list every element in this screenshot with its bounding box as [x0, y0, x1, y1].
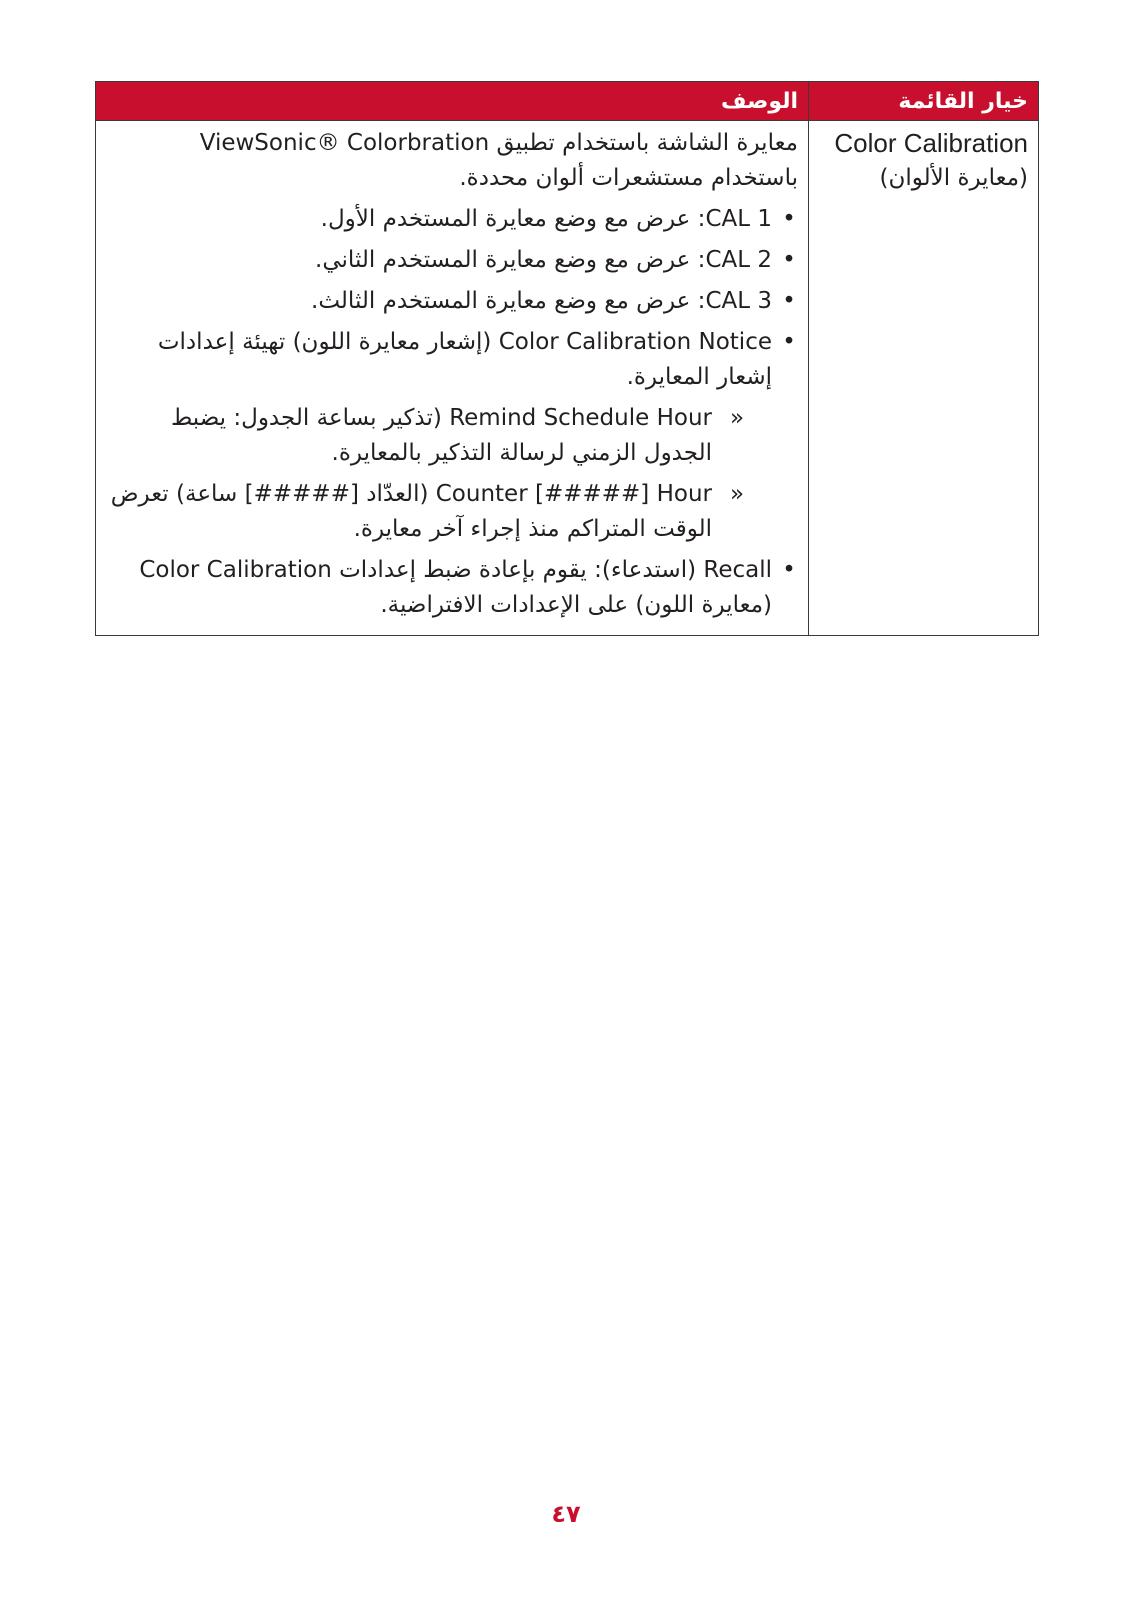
bullet-icon: •	[782, 329, 796, 355]
header-description: الوصف	[96, 82, 809, 121]
option-subtitle: (معايرة الألوان)	[879, 165, 1028, 191]
bullet-icon: •	[782, 206, 796, 232]
page-number: ٤٧	[551, 1500, 581, 1528]
bullet-icon: •	[782, 557, 796, 583]
list-item-text: Color Calibration Notice (إشعار معايرة اللون) تهيئة إعدادات إشعار المعايرة.	[157, 329, 772, 390]
table-row	[96, 121, 1039, 636]
menu-options-table	[95, 81, 1039, 636]
list-item	[106, 243, 798, 278]
list-item	[106, 202, 798, 237]
list-item-text: Recall (استدعاء): يقوم بإعادة ضبط إعدادات Color Calibration (معايرة اللون) على الإعدادات الافتراضية.	[139, 557, 772, 618]
description-intro: معايرة الشاشة باستخدام تطبيق ViewSonic® Colorbration باستخدام مستشعرات ألوان محددة.	[199, 130, 798, 191]
bullet-icon: •	[782, 247, 796, 273]
sub-list-item	[106, 477, 748, 547]
header-menu-option: خيار القائمة	[809, 82, 1039, 121]
list-item-text: CAL 1: عرض مع وضع معايرة المستخدم الأول.	[320, 206, 772, 232]
list-item	[106, 284, 798, 319]
option-title: Color Calibration	[834, 128, 1028, 158]
list-item-text: CAL 2: عرض مع وضع معايرة المستخدم الثاني.	[315, 247, 772, 273]
option-cell	[809, 121, 1039, 636]
list-item	[106, 325, 798, 547]
chevron-icon: «	[729, 481, 745, 507]
list-item-text: CAL 3: عرض مع وضع معايرة المستخدم الثالث.	[311, 288, 772, 314]
bullet-list	[106, 202, 798, 623]
list-item	[106, 553, 798, 623]
chevron-icon: «	[729, 405, 745, 431]
table-header-row	[96, 82, 1039, 121]
sub-list-item-text: Remind Schedule Hour (تذكير بساعة الجدول: يضبط الجدول الزمني لرسالة التذكير بالمعايرة.	[170, 405, 712, 466]
bullet-icon: •	[782, 288, 796, 314]
sub-list-item-text: Counter [#####] Hour (العدّاد [#####] ساعة) تعرض الوقت المتراكم منذ إجراء آخر معايرة.	[110, 481, 712, 542]
sub-list	[106, 401, 772, 547]
description-cell	[96, 121, 809, 636]
sub-list-item	[106, 401, 748, 471]
